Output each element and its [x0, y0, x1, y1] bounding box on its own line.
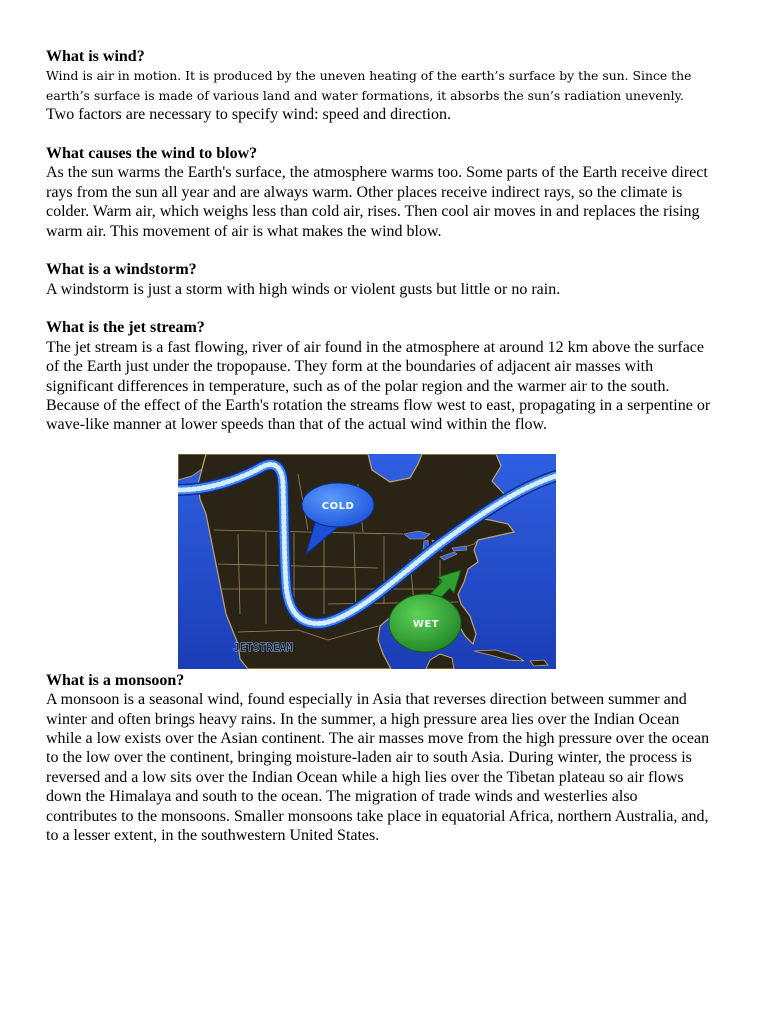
section-jet-stream — [46, 318, 768, 434]
paragraph-line: earth’s surface is made of various land and water formations, it absorbs the sun’s radiation unevenly. — [46, 87, 684, 103]
paragraph-line: Two factors are necessary to specify wind: speed and direction. — [46, 106, 451, 124]
jet-stream-map — [178, 454, 556, 669]
paragraph-line: of the Earth just under the tropopause. They form at the boundaries of adjacent air masses with — [46, 358, 654, 376]
paragraph-line: As the sun warms the Earth's surface, the atmosphere warms too. Some parts of the Earth receive direct — [46, 164, 708, 182]
paragraph-line: to the low over the continent, bringing moisture-laden air to south Asia. During winter, the process is — [46, 749, 692, 767]
wet-label: WET — [412, 619, 440, 631]
section-heading: What is wind? — [46, 48, 145, 65]
paragraph-line: contributes to the monsoons. Smaller monsoons take place in equatorial Africa, northern Australia, and, — [46, 807, 709, 825]
paragraph-line: A monsoon is a seasonal wind, found especially in Asia that reverses direction between summer and — [46, 691, 687, 709]
paragraph-line: while a low exists over the Asian continent. The air masses move from the high pressure over the ocean — [46, 729, 710, 747]
jetstream-caption: JETSTREAM — [233, 641, 293, 655]
paragraph-line: The jet stream is a fast flowing, river of air found in the atmosphere at around 12 km above the surface — [46, 338, 704, 356]
paragraph-line: warm air. This movement of air is what makes the wind blow. — [46, 222, 442, 240]
jet-stream-map-image — [178, 454, 556, 669]
section-windstorm — [46, 260, 768, 299]
paragraph-line: to a lesser extent, in the southwestern United States. — [46, 826, 380, 844]
paragraph-line: A windstorm is just a storm with high winds or violent gusts but little or no rain. — [46, 280, 561, 298]
section-heading: What causes the wind to blow? — [46, 144, 258, 162]
section-heading: What is a windstorm? — [46, 261, 197, 279]
section-wind-causes — [46, 144, 768, 241]
section-what-is-wind — [46, 47, 768, 125]
cold-label: COLD — [321, 501, 355, 513]
paragraph-line: colder. Warm air, which weighs less than cold air, rises. Then cool air moves in and replaces the rising — [46, 203, 700, 221]
paragraph-line: Wind is air in motion. It is produced by the uneven heating of the earth’s surface by the sun. Since the — [46, 68, 692, 84]
paragraph-line: significant differences in temperature, such as of the polar region and the warmer air to the south. — [46, 377, 670, 395]
section-heading: What is a monsoon? — [46, 671, 185, 689]
paragraph-line: reversed and a low sits over the Indian Ocean while a high lies over the Tibetan plateau so air flows — [46, 768, 684, 786]
paragraph-line: winter and often brings heavy rains. In the summer, a high pressure area lies over the Indian Ocean — [46, 710, 680, 728]
paragraph-line: rays from the sun all year and are always warm. Other places receive indirect rays, so the climate is — [46, 183, 683, 201]
section-monsoon — [46, 671, 768, 846]
paragraph-line: wave-like manner at lower speeds than that of the actual wind within the flow. — [46, 416, 548, 434]
paragraph-line: down the Himalaya and south to the ocean. The migration of trade winds and westerlies also — [46, 788, 638, 806]
paragraph-line: Because of the effect of the Earth's rotation the streams flow west to east, propagating in a serpentine or — [46, 397, 711, 415]
section-heading: What is the jet stream? — [46, 319, 205, 337]
